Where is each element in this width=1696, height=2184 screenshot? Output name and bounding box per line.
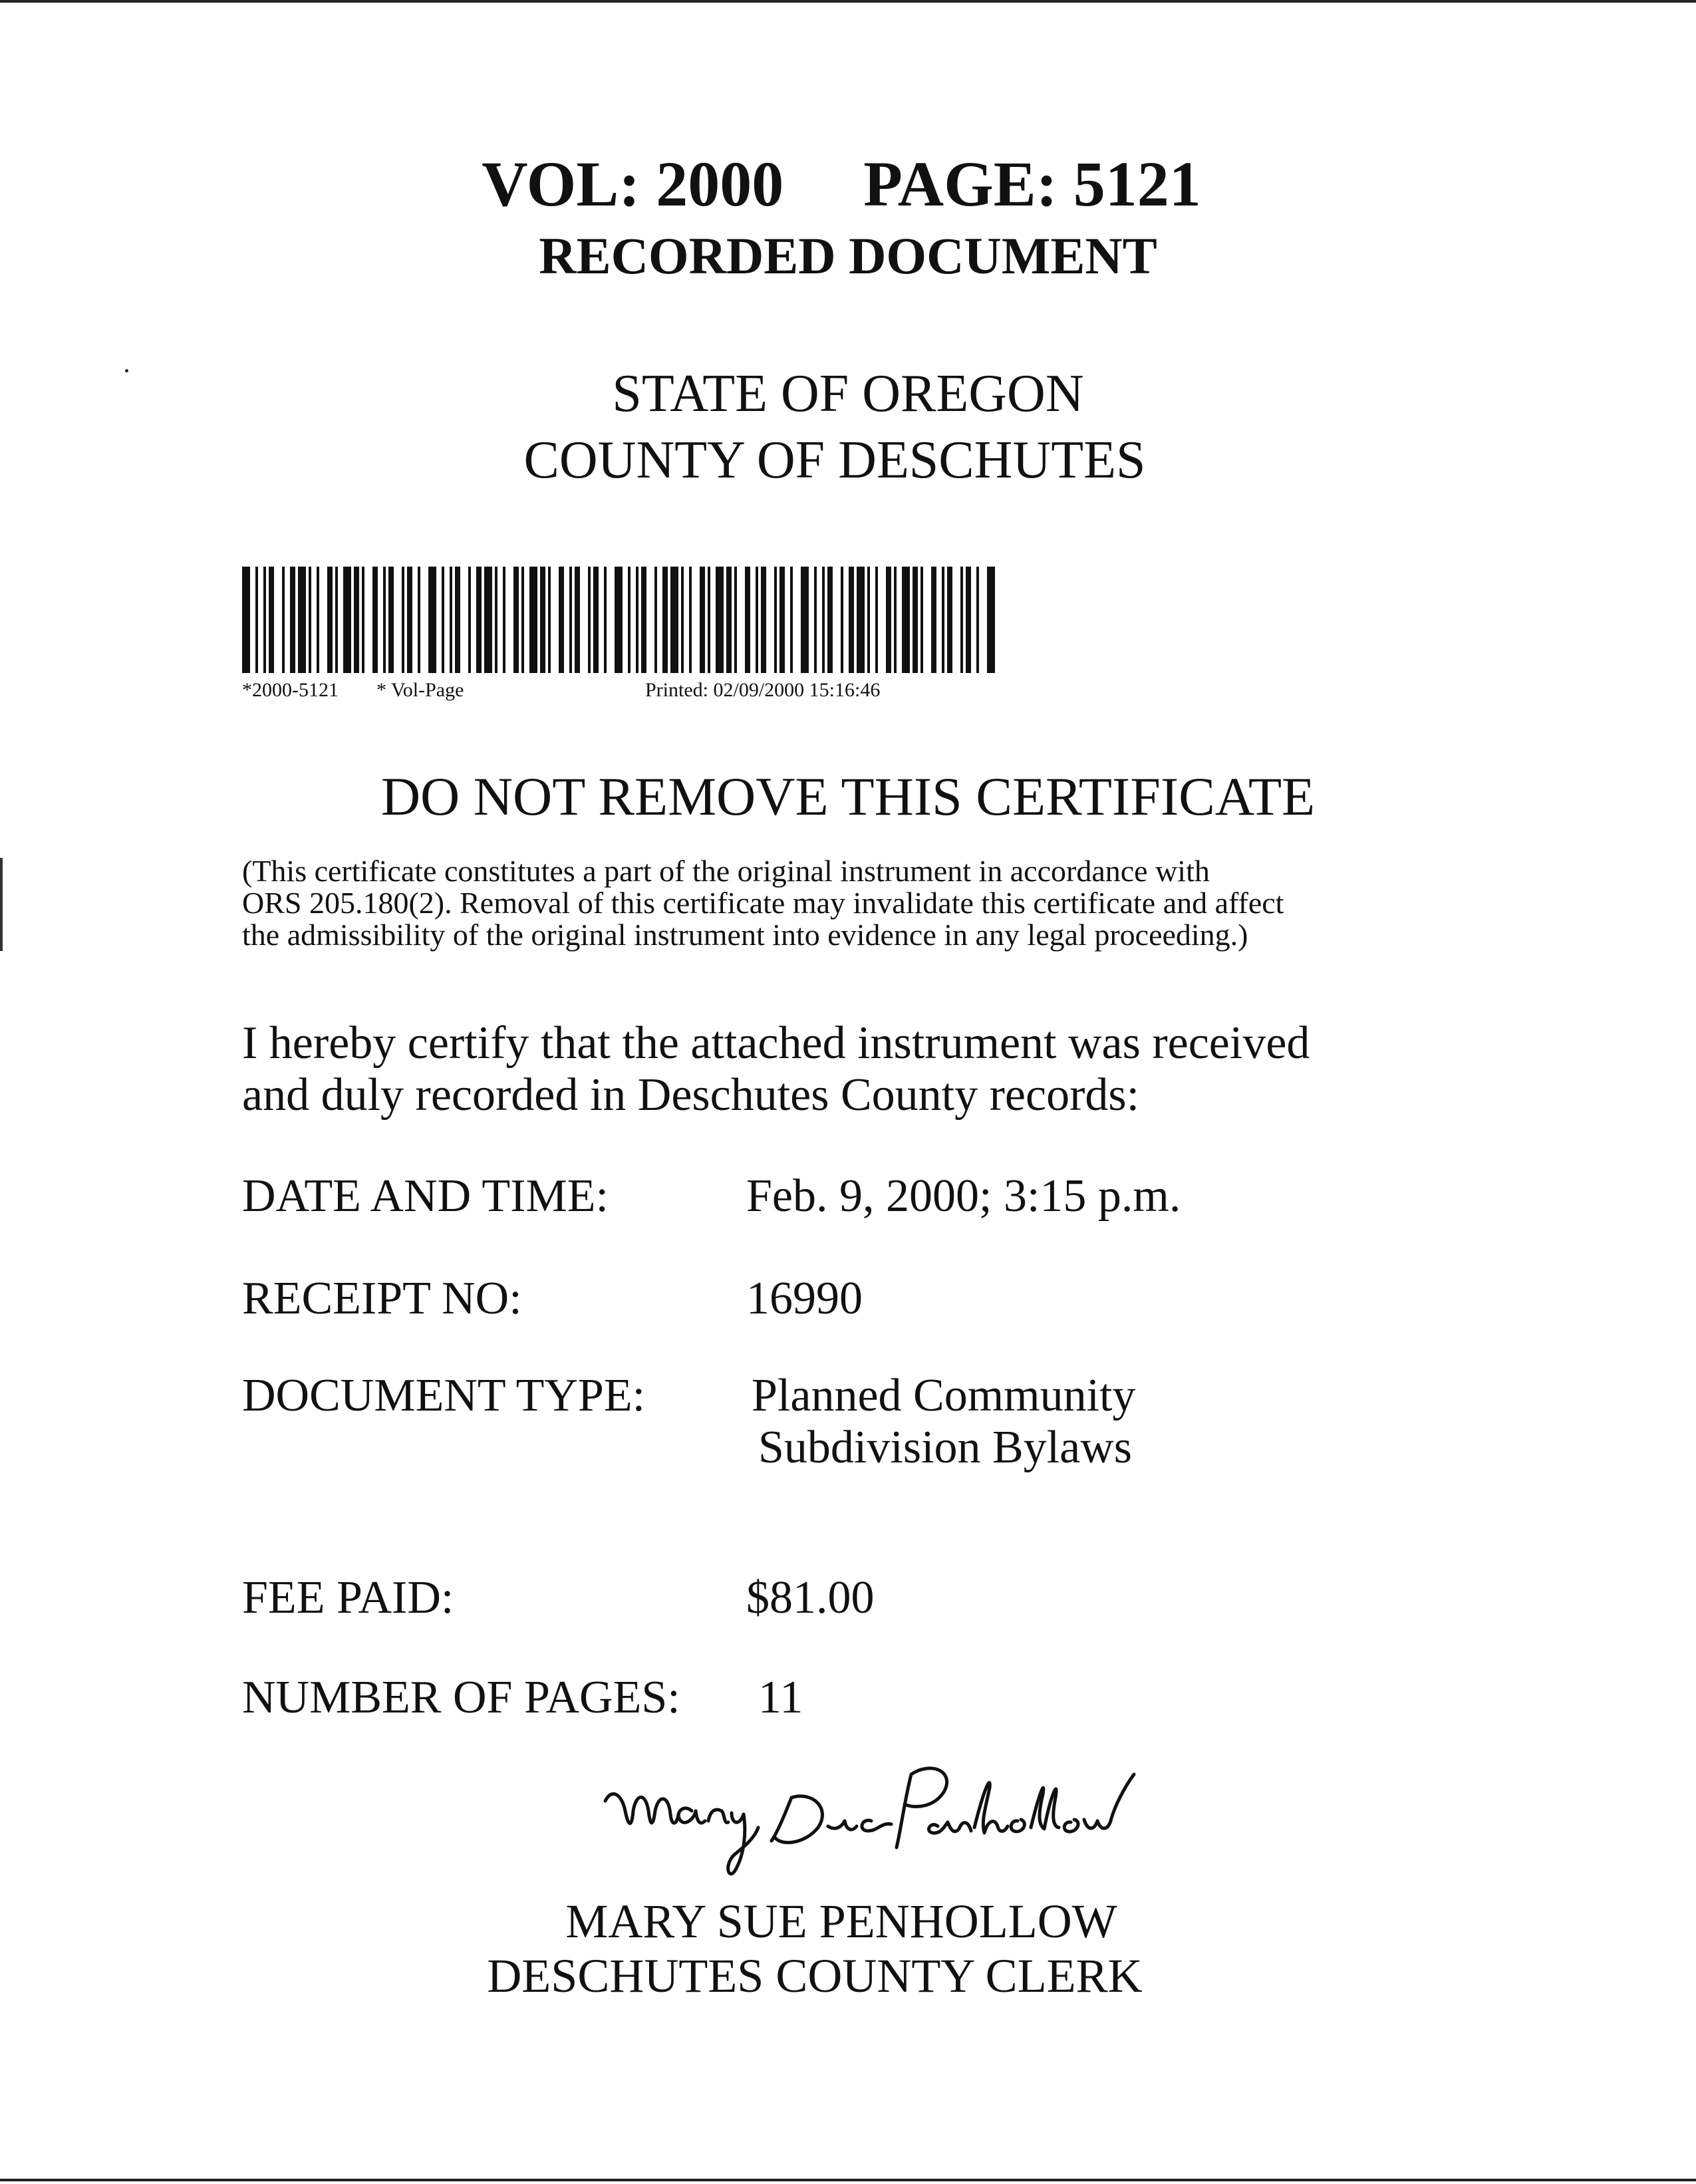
barcode-bar [681,567,684,673]
barcode-bar [615,567,623,673]
notice-line: (This certificate constitutes a part of the original instrument in accordance with [242,854,1210,888]
barcode-bar [593,567,599,673]
state-heading: STATE OF OREGON [612,364,1084,423]
date-time-label: DATE AND TIME: [242,1170,609,1222]
barcode-bar [343,567,351,673]
barcode-bar [317,567,319,673]
clerk-name: MARY SUE PENHOLLOW [565,1895,1117,1948]
barcode-bar [857,567,865,673]
page-number: PAGE: 5121 [863,148,1201,219]
barcode-bar [867,567,870,673]
barcode-bar [298,567,306,673]
barcode-bar [529,567,537,673]
barcode-bar [255,567,258,673]
barcode-bar [335,567,338,673]
barcode-bar [902,567,910,673]
barcode-bar [761,567,766,673]
barcode-bar [966,567,971,673]
barcode-bar [468,567,471,673]
fee-paid-label: FEE PAID: [242,1572,454,1623]
certification-line: and duly recorded in Deschutes County records: [242,1069,1140,1121]
barcode-bar [774,567,777,673]
barcode-bar [513,567,519,673]
barcode-bar [756,567,758,673]
barcode-bar [309,567,311,673]
vol-number: VOL: 2000 [482,148,784,219]
barcode-bar [849,567,854,673]
clerk-title: DESCHUTES COUNTY CLERK [487,1949,1143,2002]
barcode-vol-page: * Vol-Page [376,679,464,701]
barcode-bar [327,567,333,673]
barcode-bar [442,567,444,673]
scan-edge-left [0,858,3,951]
barcode-bar [662,567,668,673]
barcode-bar [841,567,843,673]
barcode-bar [548,567,551,673]
barcode-bar [484,567,492,673]
barcode-bar [263,567,266,673]
recorded-document-heading: RECORDED DOCUMENT [539,227,1157,285]
document-type-value-line1: Planned Community [752,1370,1136,1421]
do-not-remove-heading: DO NOT REMOVE THIS CERTIFICATE [380,766,1316,827]
barcode-printed-timestamp: Printed: 02/09/2000 15:16:46 [645,679,881,701]
barcode-bar [734,567,737,673]
barcode-bar [495,567,497,673]
barcode-bar [569,567,572,673]
barcode-bar [428,567,436,673]
county-heading: COUNTY OF DESCHUTES [523,431,1146,489]
barcode-bar [636,567,638,673]
barcode-bar [455,567,460,673]
scan-edge-top [0,0,1696,3]
document-type-label: DOCUMENT TYPE: [242,1370,646,1421]
barcode-bar [402,567,404,673]
number-of-pages-value: 11 [758,1672,803,1723]
barcode-bar [790,567,793,673]
barcode-bar [362,567,364,673]
barcode-bar [920,567,923,673]
barcode-bar [641,567,646,673]
barcode-bar [383,567,386,673]
barcode-bar [450,567,452,673]
barcode-bar [960,567,963,673]
barcode-bar [388,567,394,673]
notice-paragraph [242,855,1453,951]
barcode-bar [814,567,817,673]
barcode-bar [894,567,897,673]
barcode-bar [476,567,482,673]
barcode-bar [779,567,785,673]
clerk-signature [592,1748,1157,1881]
barcode-bar [942,567,944,673]
barcode-bar [827,567,833,673]
barcode-bar [372,567,378,673]
barcode-bar [913,567,918,673]
barcode-bar [700,567,705,673]
date-time-value: Feb. 9, 2000; 3:15 p.m. [746,1170,1181,1222]
barcode-bar [822,567,825,673]
barcode-bar [689,567,692,673]
certification-line: I hereby certify that the attached instrument was received [242,1018,1310,1069]
barcode-bar [503,567,505,673]
barcode-id: *2000-5121 [242,679,339,701]
barcode-bar [886,567,891,673]
barcode-bar [354,567,359,673]
vol-page-heading [0,148,1689,221]
barcode-bar [604,567,607,673]
barcode-bar [521,567,524,673]
receipt-no-label: RECEIPT NO: [242,1273,522,1324]
receipt-no-value: 16990 [746,1273,863,1324]
barcode-bar [628,567,631,673]
barcode-bar [801,567,809,673]
barcode-bar [269,567,274,673]
certification-statement [242,1018,1479,1121]
barcode-bar [242,567,250,673]
barcode-bar [540,567,545,673]
fee-paid-value: $81.00 [746,1572,875,1623]
barcode-bar [745,567,750,673]
number-of-pages-label: NUMBER OF PAGES: [242,1672,680,1723]
barcode-bar [976,567,979,673]
barcode-bar [407,567,412,673]
barcode-bar [670,567,678,673]
barcode-bar [716,567,724,673]
barcode-bar [987,567,995,673]
barcode-bar [875,567,878,673]
notice-line: ORS 205.180(2). Removal of this certificate may invalidate this certificate and affect [242,886,1284,920]
scan-edge-bottom [0,2179,1696,2181]
barcode-bar [726,567,732,673]
barcode-bar [931,567,936,673]
barcode [242,567,1000,673]
barcode-bar [418,567,420,673]
barcode-bar [559,567,564,673]
notice-line: the admissibility of the original instrument into evidence in any legal proceeding.) [242,918,1248,952]
barcode-bar [654,567,657,673]
barcode-bar [575,567,580,673]
barcode-bar [290,567,295,673]
barcode-bar [708,567,710,673]
barcode-bar [947,567,952,673]
document-type-value-line2: Subdivision Bylaws [758,1422,1133,1473]
barcode-bar [588,567,591,673]
barcode-bar [282,567,285,673]
